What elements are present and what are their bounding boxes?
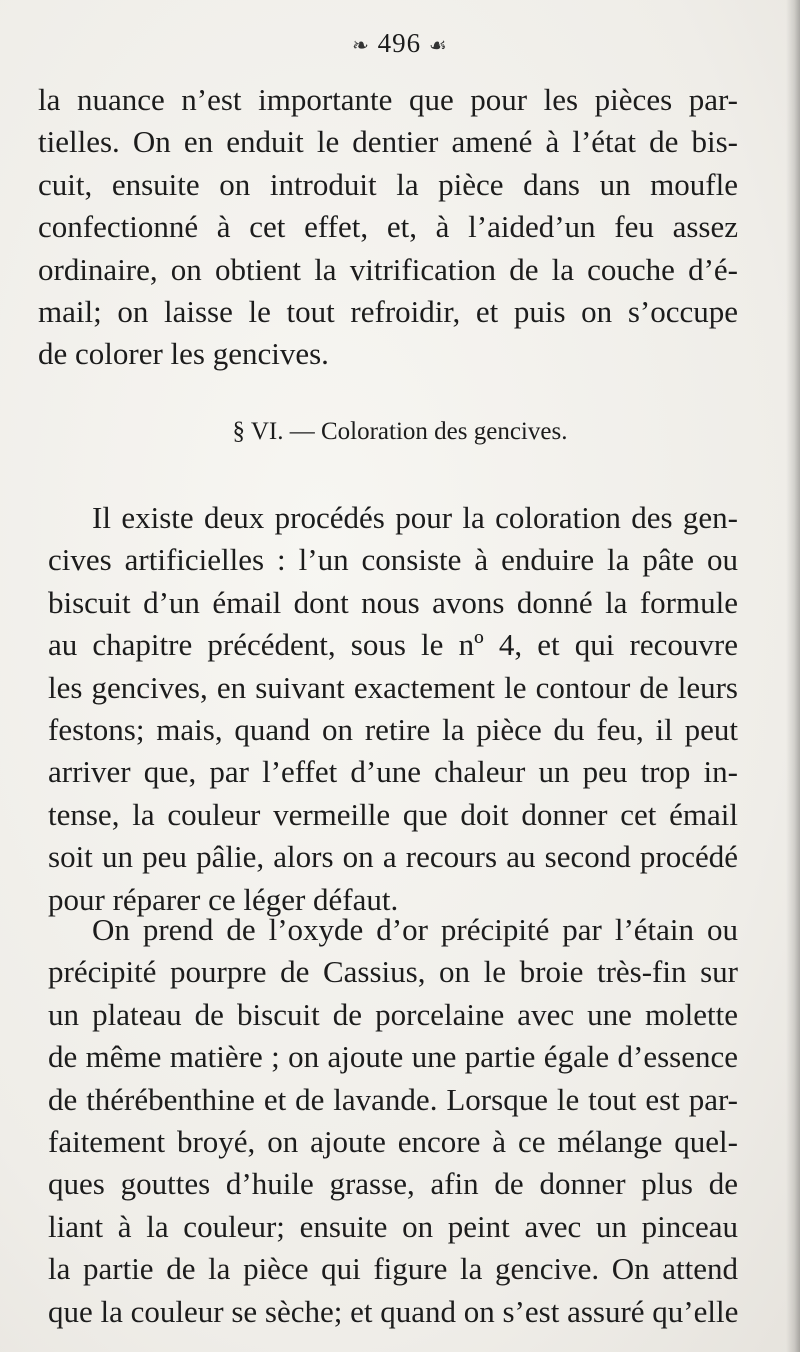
text-line: faitement broyé, on ajoute encore à ce mélange quel- (48, 1124, 738, 1160)
text-line: On prend de l’oxyde d’or précipité par l’étain ou (92, 912, 738, 947)
page-number: 496 (377, 28, 422, 58)
text-line: liant à la couleur; ensuite on peint avec un pinceau (48, 1208, 738, 1244)
text-line: un plateau de biscuit de porcelaine avec une molette (48, 996, 738, 1032)
text-line: les gencives, en suivant exactement le contour de leurs (48, 669, 738, 705)
text-line: la nuance n’est importante que pour les pièces par- (38, 82, 738, 117)
paragraph-1 (38, 79, 738, 376)
text-line: de même matière ; on ajoute une partie égale d’essence (48, 1039, 738, 1075)
text-line: cives artificielles : l’un consiste à enduire la pâte ou (48, 542, 738, 578)
text-line: au chapitre précédent, sous le nº 4, et qui recouvre (48, 627, 738, 663)
text-line: ordinaire, on obtient la vitrification de la couche d’é- (38, 251, 738, 287)
text-line: soit un peu pâlie, alors on a recours au second procédé (48, 839, 738, 875)
left-ornament-icon: ❧ (352, 35, 370, 58)
text-line: que la couleur se sèche; et quand on s’est assuré qu’elle (48, 1293, 739, 1329)
text-line: tense, la couleur vermeille que doit donner cet émail (48, 796, 738, 832)
text-line: pour réparer ce léger défaut. (48, 881, 399, 917)
text-line: arriver que, par l’effet d’une chaleur un peu trop in- (48, 754, 738, 790)
text-line: de thérébenthine et de lavande. Lorsque le tout est par- (48, 1081, 738, 1117)
text-line: de colorer les gencives. (38, 336, 329, 372)
running-header (0, 28, 800, 59)
paragraph-2 (48, 497, 738, 921)
text-line: tielles. On en enduit le dentier amené à l’état de bis- (38, 124, 738, 160)
text-line: cuit, ensuite on introduit la pièce dans un moufle (38, 166, 738, 202)
right-ornament-icon: ☙ (428, 35, 448, 58)
text-line: biscuit d’un émail dont nous avons donné la formule (48, 584, 738, 620)
page-edge-shadow (786, 0, 800, 1352)
text-line: ques gouttes d’huile grasse, afin de donner plus de (48, 1166, 738, 1202)
text-line: Il existe deux procédés pour la coloration des gen- (92, 500, 738, 535)
text-line: confectionné à cet effet, et, à l’aided’un feu assez (38, 209, 738, 245)
section-heading: § VI. — Coloration des gencives. (232, 418, 568, 445)
paragraph-3 (48, 909, 738, 1333)
text-line: la partie de la pièce qui figure la gencive. On attend (48, 1251, 738, 1287)
text-line: festons; mais, quand on retire la pièce du feu, il peut (48, 712, 738, 748)
text-line: précipité pourpre de Cassius, on le broie très-fin sur (48, 954, 738, 990)
text-line: mail; on laisse le tout refroidir, et puis on s’occupe (38, 294, 738, 330)
